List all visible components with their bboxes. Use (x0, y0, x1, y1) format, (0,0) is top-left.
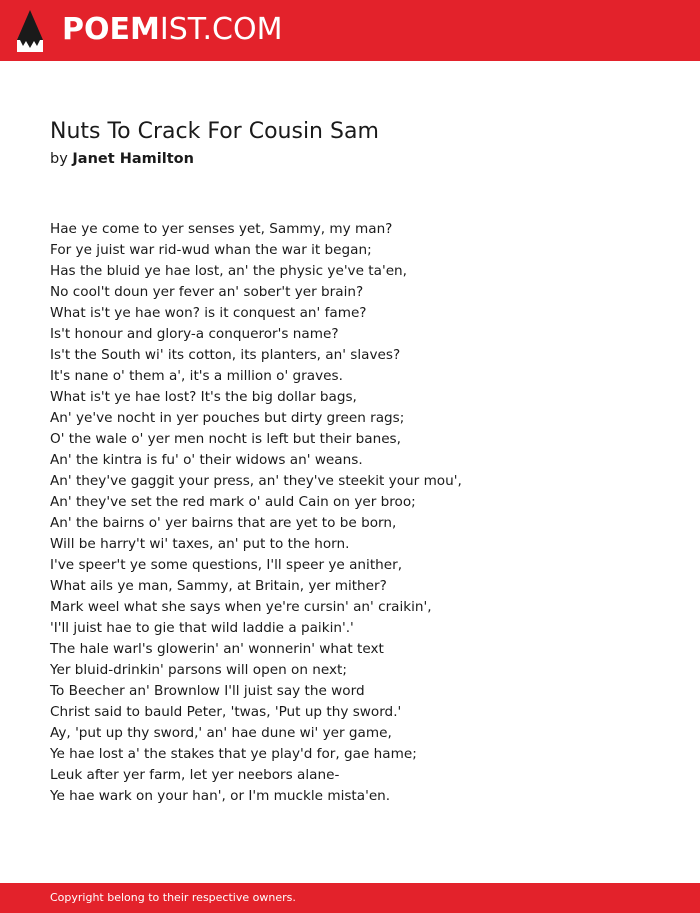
logo-bold-text: POEM (62, 12, 160, 47)
poem-line: Is't the South wi' its cotton, its planters, an' slaves? (50, 347, 401, 363)
poem-line: Christ said to bauld Peter, 'twas, 'Put up thy sword.' (50, 704, 402, 720)
poem-body (50, 219, 670, 807)
poem-line: An' the kintra is fu' o' their widows an' weans. (50, 452, 363, 468)
poem-line: Leuk after yer farm, let yer neebors alane- (50, 767, 340, 783)
copyright-text: Copyright belong to their respective owners. (50, 891, 296, 904)
poem-line: The hale warl's glowerin' an' wonnerin' what text (50, 641, 384, 657)
poem-line: It's nane o' them a', it's a million o' graves. (50, 368, 343, 384)
poem-line: An' they've gaggit your press, an' they've steekit your mou', (50, 473, 462, 489)
poem-line: Ye hae wark on your han', or I'm muckle mista'en. (50, 788, 391, 804)
poem-line: Mark weel what she says when ye're cursin' an' craikin', (50, 599, 432, 615)
poem-line: An' they've set the red mark o' auld Cain on yer broo; (50, 494, 416, 510)
poem-line: What is't ye hae won? is it conquest an' fame? (50, 305, 367, 321)
poem-line: What ails ye man, Sammy, at Britain, yer mither? (50, 578, 387, 594)
poem-line: Will be harry't wi' taxes, an' put to the horn. (50, 536, 350, 552)
poem-line: Is't honour and glory-a conqueror's name? (50, 326, 339, 342)
site-footer (0, 883, 700, 913)
pencil-tip-icon (17, 10, 43, 52)
poem-line: To Beecher an' Brownlow I'll juist say the word (50, 683, 365, 699)
byline (50, 149, 194, 169)
author-name: Janet Hamilton (72, 151, 194, 167)
poem-line: An' ye've nocht in yer pouches but dirty green rags; (50, 410, 405, 426)
poem-line: O' the wale o' yer men nocht is left but their banes, (50, 431, 401, 447)
poem-line: Ay, 'put up thy sword,' an' hae dune wi' yer game, (50, 725, 392, 741)
logo-light-text: IST.COM (159, 12, 283, 47)
poem-line: Ye hae lost a' the stakes that ye play'd for, gae hame; (50, 746, 417, 762)
site-logo[interactable] (62, 12, 282, 48)
poem-line: 'I'll juist hae to gie that wild laddie a paikin'.' (50, 620, 354, 636)
site-header (0, 0, 700, 61)
poem-line: Hae ye come to yer senses yet, Sammy, my man? (50, 221, 393, 237)
poem-line: What is't ye hae lost? It's the big dollar bags, (50, 389, 357, 405)
poem-line: For ye juist war rid-wud whan the war it began; (50, 242, 372, 258)
poem-line: An' the bairns o' yer bairns that are yet to be born, (50, 515, 397, 531)
poem-line: Has the bluid ye hae lost, an' the physic ye've ta'en, (50, 263, 407, 279)
poem-line: Yer bluid-drinkin' parsons will open on next; (50, 662, 347, 678)
poem-line: No cool't doun yer fever an' sober't yer brain? (50, 284, 364, 300)
poem-line: I've speer't ye some questions, I'll speer ye anither, (50, 557, 403, 573)
by-label: by (50, 151, 68, 167)
poem-title: Nuts To Crack For Cousin Sam (50, 119, 379, 144)
